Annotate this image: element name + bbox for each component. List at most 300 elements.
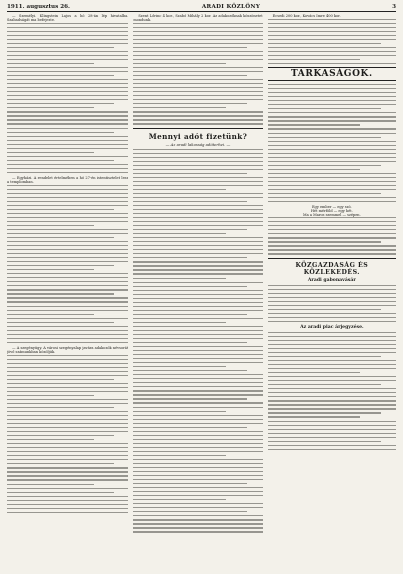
text-line (133, 47, 247, 48)
text-line (268, 193, 381, 194)
column-3-market-body-2 (268, 332, 396, 450)
divider (268, 258, 396, 259)
text-line (7, 144, 128, 145)
text-line (133, 286, 247, 287)
text-line (268, 445, 396, 446)
text-line (133, 511, 247, 512)
text-line (7, 225, 94, 226)
text-line (133, 99, 262, 100)
text-line (133, 475, 262, 476)
market-subheading: Aradi gabonavásár (307, 277, 356, 283)
section-heading-tarkasagok: TARKASÁGOK. (268, 67, 396, 81)
text-line (133, 386, 262, 387)
text-line (133, 185, 262, 186)
column-3-top-body (268, 19, 396, 64)
tarka-line: Hét mérföld — egy hét. (310, 209, 353, 214)
text-line (268, 225, 396, 226)
text-line (133, 273, 262, 274)
text-line (7, 496, 128, 497)
column-1-text (7, 14, 128, 22)
masthead-title: ARADI KÖZLÖNY (201, 4, 261, 10)
text-line (268, 376, 396, 377)
text-line (7, 156, 128, 157)
text-line (133, 27, 262, 28)
text-line (7, 281, 128, 282)
column-3 (268, 14, 396, 574)
text-line (133, 427, 247, 428)
text-line (7, 363, 128, 364)
text-line (268, 189, 396, 190)
text-line (7, 488, 128, 489)
text-line (133, 451, 262, 452)
text-line (133, 209, 262, 210)
text-line (133, 197, 262, 198)
text-line (268, 47, 396, 48)
text-line (133, 382, 262, 383)
text-line (7, 83, 128, 84)
text-line (133, 318, 262, 319)
text-line (7, 47, 114, 48)
tarka-line: Egy ember — egy szó. (311, 205, 352, 210)
paragraph: Ecsedi 200 kor., Kovács Imre 400 kor. (272, 14, 341, 18)
text-line (133, 334, 262, 335)
text-line (7, 189, 128, 190)
text-line (268, 372, 360, 373)
text-line (7, 475, 128, 476)
text-line (133, 23, 262, 24)
text-line (133, 302, 262, 303)
text-line (7, 128, 128, 129)
text-line (268, 396, 396, 397)
text-line (268, 392, 396, 393)
text-line (133, 87, 262, 88)
page-header (7, 4, 396, 12)
text-line (268, 88, 396, 89)
text-line (268, 364, 396, 365)
text-line (133, 253, 262, 254)
text-line (7, 245, 128, 246)
column-1-text-3 (7, 346, 128, 354)
text-line (7, 75, 114, 76)
column-3-market-body (268, 285, 396, 322)
text-line (7, 387, 128, 388)
text-line (133, 467, 262, 468)
text-line (7, 119, 128, 120)
text-line (133, 149, 262, 150)
text-line (133, 487, 262, 488)
article-heading: Mennyi adót fizetünk? (148, 131, 248, 141)
text-line (133, 241, 262, 242)
text-line (7, 504, 128, 505)
text-line (133, 282, 262, 283)
text-line (133, 31, 262, 32)
text-line (133, 233, 226, 234)
text-line (133, 402, 262, 403)
text-line (7, 310, 128, 311)
text-line (268, 185, 396, 186)
text-line (7, 269, 94, 270)
text-line (7, 221, 128, 222)
text-line (268, 173, 396, 174)
text-line (268, 161, 396, 162)
text-line (133, 269, 262, 270)
text-line (133, 237, 262, 238)
text-line (268, 108, 381, 109)
text-line (268, 441, 381, 442)
text-line (7, 471, 128, 472)
paragraph: Szent Lőrinc 4 kor., Szabó Mihály 2 kor. Az adakozóknak köszönetet mondunk. (133, 14, 263, 23)
text-line (268, 217, 396, 218)
text-line (7, 253, 128, 254)
text-line (133, 165, 262, 166)
text-line (7, 500, 128, 501)
text-line (133, 366, 226, 367)
text-line (133, 483, 247, 484)
text-line (7, 217, 128, 218)
text-line (268, 35, 396, 36)
text-line (7, 342, 128, 343)
text-line (7, 35, 128, 36)
text-line (7, 379, 114, 380)
text-line (133, 107, 226, 108)
text-line (7, 423, 128, 424)
text-line (7, 508, 128, 509)
text-line (268, 84, 396, 85)
columns (7, 14, 396, 574)
text-line (7, 95, 128, 96)
text-line (268, 157, 396, 158)
text-line (7, 293, 114, 294)
text-line (133, 354, 262, 355)
text-line (7, 168, 128, 169)
text-line (133, 169, 262, 170)
text-line (133, 103, 247, 104)
text-line (7, 383, 128, 384)
text-line (7, 209, 114, 210)
text-line (7, 330, 128, 331)
text-line (133, 491, 262, 492)
section-heading-kozgazdasag: KÖZGAZDASÁG ÉS KÖZLEKEDÉS. (295, 261, 369, 276)
text-line (7, 326, 128, 327)
text-line (7, 367, 128, 368)
text-line (268, 149, 396, 150)
text-line (133, 503, 262, 504)
text-line (268, 23, 396, 24)
text-line (268, 332, 396, 333)
text-line (7, 322, 114, 323)
text-line (7, 447, 128, 448)
text-line (133, 471, 262, 472)
text-line (268, 169, 360, 170)
column-1-body-2 (7, 185, 128, 343)
text-line (133, 443, 262, 444)
text-line (133, 115, 262, 116)
text-line (268, 177, 396, 178)
column-1-body (7, 23, 128, 173)
text-line (268, 384, 381, 385)
text-line (268, 128, 396, 129)
text-line (133, 59, 262, 60)
text-line (268, 39, 396, 40)
text-line (7, 43, 128, 44)
text-line (133, 173, 247, 174)
text-line (7, 229, 128, 230)
text-line (7, 123, 128, 124)
text-line (133, 43, 262, 44)
text-line (7, 205, 128, 206)
text-line (268, 348, 396, 349)
text-line (133, 463, 262, 464)
paragraph: — Személyi. Klingstein Lajos a hó 28-án lép hivatalba. Szabadságát ma befejezte. (7, 14, 129, 23)
text-line (7, 419, 128, 420)
text-line (268, 137, 381, 138)
text-line (268, 124, 360, 125)
text-line (268, 360, 396, 361)
column-1-text-2 (7, 176, 128, 184)
text-line (133, 527, 262, 528)
text-line (268, 449, 396, 450)
text-line (133, 225, 262, 226)
text-line (133, 310, 262, 311)
text-line (133, 205, 262, 206)
text-line (7, 152, 94, 153)
text-line (133, 181, 262, 182)
text-line (7, 399, 128, 400)
text-line (268, 356, 381, 357)
text-line (7, 79, 128, 80)
text-line (7, 103, 114, 104)
text-line (133, 265, 262, 266)
text-line (133, 407, 262, 408)
text-line (7, 111, 128, 112)
text-line (268, 412, 381, 413)
text-line (7, 439, 94, 440)
text-line (7, 261, 128, 262)
text-line (7, 455, 128, 456)
text-line (133, 161, 262, 162)
text-line (7, 391, 128, 392)
text-line (268, 181, 396, 182)
text-line (268, 352, 396, 353)
text-line (7, 467, 128, 468)
text-line (7, 306, 128, 307)
text-line (7, 375, 128, 376)
text-line (133, 221, 262, 222)
text-line (268, 116, 396, 117)
text-line (268, 380, 396, 381)
text-line (133, 189, 226, 190)
column-1-body-3 (7, 355, 128, 513)
text-line (7, 27, 128, 28)
text-line (268, 408, 396, 409)
text-line (7, 484, 94, 485)
text-line (7, 148, 128, 149)
text-line (7, 314, 94, 315)
text-line (268, 63, 396, 64)
text-line (133, 531, 262, 532)
text-line (268, 289, 396, 290)
text-line (133, 35, 262, 36)
text-line (133, 455, 226, 456)
column-3-tarka-body-2 (268, 217, 396, 254)
text-line (7, 39, 128, 40)
text-line (268, 145, 396, 146)
text-line (133, 75, 247, 76)
text-line (7, 237, 114, 238)
text-line (7, 435, 114, 436)
text-line (268, 59, 360, 60)
divider (133, 128, 262, 129)
text-line (133, 257, 247, 258)
text-line (133, 419, 262, 420)
text-line (7, 115, 128, 116)
text-line (7, 107, 94, 108)
text-line (7, 463, 114, 464)
text-line (7, 201, 128, 202)
text-line (7, 415, 128, 416)
text-line (133, 435, 262, 436)
article-subheading: — Az aradi lakosság adóterhei. — (165, 141, 231, 147)
text-line (7, 371, 128, 372)
text-line (133, 479, 262, 480)
text-line (7, 185, 128, 186)
text-line (133, 294, 262, 295)
text-line (7, 132, 114, 133)
text-line (133, 261, 262, 262)
text-line (268, 19, 396, 20)
text-line (268, 317, 396, 318)
text-line (7, 67, 128, 68)
text-line (7, 213, 128, 214)
column-2-top-text (133, 14, 262, 22)
text-line (7, 459, 128, 460)
text-line (133, 79, 262, 80)
paragraph: — Egyházi. A rendelet értelmében a hó 27-én istentisztelet lesz a templomban. (7, 175, 129, 184)
text-line (268, 141, 396, 142)
text-line (7, 87, 128, 88)
text-line (7, 301, 128, 302)
text-line (268, 340, 396, 341)
text-line (7, 241, 128, 242)
text-line (268, 100, 396, 101)
text-line (268, 112, 396, 113)
text-line (268, 27, 396, 28)
text-line (268, 309, 381, 310)
text-line (7, 31, 128, 32)
text-line (133, 71, 262, 72)
text-line (268, 253, 396, 254)
text-line (7, 338, 128, 339)
text-line (133, 370, 247, 371)
text-line (7, 71, 128, 72)
text-line (268, 336, 396, 337)
text-line (133, 378, 262, 379)
text-line (268, 293, 396, 294)
text-line (7, 91, 128, 92)
text-line (7, 355, 128, 356)
text-line (7, 289, 128, 290)
text-line (268, 237, 396, 238)
text-line (7, 407, 114, 408)
text-line (133, 245, 262, 246)
text-line (7, 172, 128, 173)
text-line (133, 95, 262, 96)
text-line (268, 400, 396, 401)
text-line (268, 153, 396, 154)
text-line (133, 499, 226, 500)
text-line (133, 342, 247, 343)
text-line (133, 394, 262, 395)
text-line (133, 398, 247, 399)
column-3-top-text (268, 14, 396, 18)
text-line (268, 437, 396, 438)
text-line (268, 297, 396, 298)
text-line (133, 63, 226, 64)
text-line (268, 221, 396, 222)
text-line (7, 334, 128, 335)
text-line (133, 459, 262, 460)
text-line (7, 63, 94, 64)
text-line (133, 123, 262, 124)
text-line (133, 298, 262, 299)
text-line (133, 523, 262, 524)
text-line (268, 429, 396, 430)
paragraph: — A szegényügy. A városi szegényalap javára adakozók névsorát jövő számunkban közöljük. (7, 345, 129, 354)
text-line (133, 362, 262, 363)
text-line (133, 346, 262, 347)
text-line (7, 277, 128, 278)
text-line (268, 197, 396, 198)
text-line (133, 55, 262, 56)
text-line (133, 439, 262, 440)
text-line (7, 318, 128, 319)
text-line (133, 91, 262, 92)
text-line (7, 285, 128, 286)
text-line (268, 388, 396, 389)
text-line (133, 507, 262, 508)
text-line (133, 67, 262, 68)
text-line (7, 59, 128, 60)
text-line (268, 229, 396, 230)
text-line (7, 411, 128, 412)
text-line (133, 51, 262, 52)
column-2-body (133, 149, 262, 533)
text-line (7, 427, 128, 428)
text-line (133, 519, 262, 520)
text-line (268, 165, 381, 166)
text-line (268, 43, 381, 44)
text-line (133, 515, 262, 516)
text-line (133, 278, 226, 279)
column-2 (133, 14, 262, 574)
text-line (268, 201, 396, 202)
text-line (133, 358, 262, 359)
text-line (133, 447, 262, 448)
text-line (133, 338, 262, 339)
text-line (268, 133, 396, 134)
text-line (7, 359, 128, 360)
text-line (268, 51, 396, 52)
text-line (7, 51, 128, 52)
tarka-box (268, 205, 396, 217)
text-line (133, 201, 247, 202)
text-line (133, 350, 262, 351)
text-line (7, 431, 128, 432)
text-line (7, 395, 94, 396)
text-line (133, 111, 262, 112)
text-line (268, 55, 396, 56)
text-line (268, 249, 396, 250)
